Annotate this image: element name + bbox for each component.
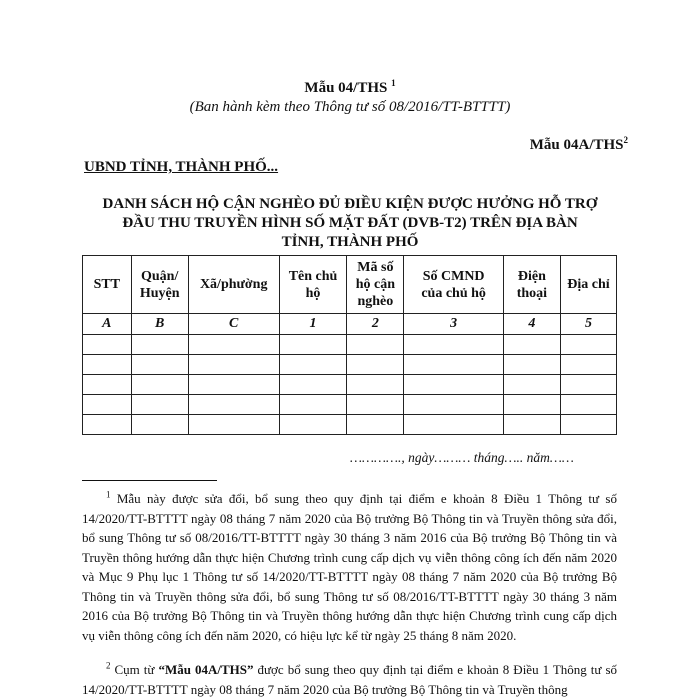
table-header-row bbox=[83, 256, 617, 314]
table-cell[interactable] bbox=[404, 355, 503, 375]
table-cell[interactable] bbox=[83, 355, 132, 375]
col-header-address: Địa chỉ bbox=[560, 256, 616, 314]
heading-line-3: TỈNH, THÀNH PHỐ bbox=[281, 234, 419, 250]
table-row bbox=[83, 415, 617, 435]
footnote-1 bbox=[82, 489, 617, 645]
table-cell[interactable] bbox=[560, 335, 616, 355]
form-code bbox=[530, 137, 628, 154]
table-cell[interactable] bbox=[131, 375, 188, 395]
form-title bbox=[0, 80, 700, 97]
col-header-district: Quận/ Huyện bbox=[131, 256, 188, 314]
table-cell[interactable] bbox=[131, 355, 188, 375]
table-cell[interactable] bbox=[188, 375, 279, 395]
column-code: 3 bbox=[404, 314, 503, 335]
footnote-ref-2[interactable]: 2 bbox=[623, 135, 628, 145]
table-cell[interactable] bbox=[404, 415, 503, 435]
table-cell[interactable] bbox=[188, 335, 279, 355]
table-cell[interactable] bbox=[503, 375, 560, 395]
col-header-owner-name: Tên chủ hộ bbox=[279, 256, 347, 314]
heading-line-1: DANH SÁCH HỘ CẬN NGHÈO ĐỦ ĐIỀU KIỆN ĐƯỢC HƯỞNG HỖ TRỢ bbox=[102, 196, 598, 212]
table-row bbox=[83, 355, 617, 375]
table-cell[interactable] bbox=[347, 415, 404, 435]
column-code: A bbox=[83, 314, 132, 335]
column-code: 4 bbox=[503, 314, 560, 335]
table-cell[interactable] bbox=[131, 395, 188, 415]
column-code: C bbox=[188, 314, 279, 335]
footnote-2-mark: 2 bbox=[106, 660, 111, 671]
table-cell[interactable] bbox=[560, 375, 616, 395]
table-cell[interactable] bbox=[131, 415, 188, 435]
table-cell[interactable] bbox=[131, 335, 188, 355]
column-code: B bbox=[131, 314, 188, 335]
footnote-ref-1[interactable]: 1 bbox=[391, 78, 396, 88]
table-cell[interactable] bbox=[347, 375, 404, 395]
table-cell[interactable] bbox=[560, 395, 616, 415]
table-cell[interactable] bbox=[404, 335, 503, 355]
table-cell[interactable] bbox=[83, 415, 132, 435]
table-cell[interactable] bbox=[503, 335, 560, 355]
document-heading bbox=[80, 195, 620, 252]
footnote-2-text: được bổ sung theo quy định tại điểm e khoản 8 Điều 1 Thông tư số 14/2020/TT-BTTTT ngày 08 tháng 7 năm 2020 của Bộ trưởng Bộ Thông tin và Truyền thông bbox=[82, 662, 618, 697]
table-cell[interactable] bbox=[188, 355, 279, 375]
table-cell[interactable] bbox=[83, 335, 132, 355]
footnote-2 bbox=[82, 660, 617, 699]
table-cell[interactable] bbox=[347, 335, 404, 355]
table-cell[interactable] bbox=[279, 375, 347, 395]
column-code: 1 bbox=[279, 314, 347, 335]
table-row bbox=[83, 375, 617, 395]
table-cell[interactable] bbox=[404, 375, 503, 395]
table-cell[interactable] bbox=[279, 335, 347, 355]
table-row bbox=[83, 335, 617, 355]
form-subtitle: (Ban hành kèm theo Thông tư số 08/2016/TT-BTTTT) bbox=[189, 99, 511, 115]
table-cell[interactable] bbox=[188, 415, 279, 435]
table-cell[interactable] bbox=[347, 395, 404, 415]
col-header-ward: Xã/phường bbox=[188, 256, 279, 314]
column-code: 2 bbox=[347, 314, 404, 335]
col-header-phone: Điện thoại bbox=[503, 256, 560, 314]
table-cell[interactable] bbox=[503, 355, 560, 375]
table-cell[interactable] bbox=[560, 415, 616, 435]
table-cell[interactable] bbox=[279, 395, 347, 415]
table-cell[interactable] bbox=[347, 355, 404, 375]
form-title-text: Mẫu 04/THS bbox=[304, 80, 388, 96]
col-header-stt: STT bbox=[83, 256, 132, 314]
table-cell[interactable] bbox=[279, 355, 347, 375]
table-row bbox=[83, 395, 617, 415]
footnote-divider bbox=[82, 480, 217, 481]
col-header-id-number: Số CMND của chủ hộ bbox=[404, 256, 503, 314]
footnote-1-text: Mẫu này được sửa đổi, bổ sung theo quy định tại điểm e khoản 8 Điều 1 Thông tư số 14/2020/TT-BTTTT ngày 08 tháng 7 năm 2020 của Bộ trưởng Bộ Thông tin và Truyền thông sửa đổi, bổ sung Thông tư số 08/2016/TT-BTTTT ngày 30 tháng 3 năm 2016 của Bộ trưởng Bộ Thông tin và Truyền thông hướng dẫn thực hiện Chương trình cung cấp dịch vụ viễn thông công ích đến năm 2020 và Mục 9 Phụ lục 1 Thông tư số 14/2020/TT-BTTTT ngày 08 tháng 7 năm 2020 của Bộ trưởng Bộ Thông tin và Truyền thông sửa đổi, bổ sung Thông tư số 08/2016/TT-BTTTT ngày 30 tháng 3 năm 2016 của Bộ trưởng Bộ Thông tin và Truyền thông hướng dẫn thực hiện Chương trình cung cấp dịch vụ viễn thông công ích đến năm 2020, có hiệu lực kể từ ngày 25 tháng 8 năm 2020. bbox=[82, 491, 617, 643]
column-code-row bbox=[83, 314, 617, 335]
table-cell[interactable] bbox=[560, 355, 616, 375]
table-cell[interactable] bbox=[279, 415, 347, 435]
table-cell[interactable] bbox=[503, 415, 560, 435]
footnote-2-prefix: Cụm từ bbox=[110, 662, 155, 677]
household-table bbox=[82, 255, 617, 435]
heading-line-2: ĐẦU THU TRUYỀN HÌNH SỐ MẶT ĐẤT (DVB-T2) TRÊN ĐỊA BÀN bbox=[122, 215, 578, 231]
table-cell[interactable] bbox=[83, 375, 132, 395]
footnote-1-mark: 1 bbox=[106, 489, 111, 500]
table-cell[interactable] bbox=[188, 395, 279, 415]
table-cell[interactable] bbox=[503, 395, 560, 415]
authority-name: UBND TỈNH, THÀNH PHỐ... bbox=[84, 159, 279, 175]
form-code-text: Mẫu 04A/THS bbox=[529, 137, 624, 153]
footnote-2-bold: “Mẫu 04A/THS” bbox=[158, 662, 254, 677]
column-code: 5 bbox=[560, 314, 616, 335]
table-cell[interactable] bbox=[404, 395, 503, 415]
table-cell[interactable] bbox=[83, 395, 132, 415]
date-line: …………., ngày……… tháng….. năm…… bbox=[350, 450, 574, 465]
col-header-household-code: Mã số hộ cận nghèo bbox=[347, 256, 404, 314]
